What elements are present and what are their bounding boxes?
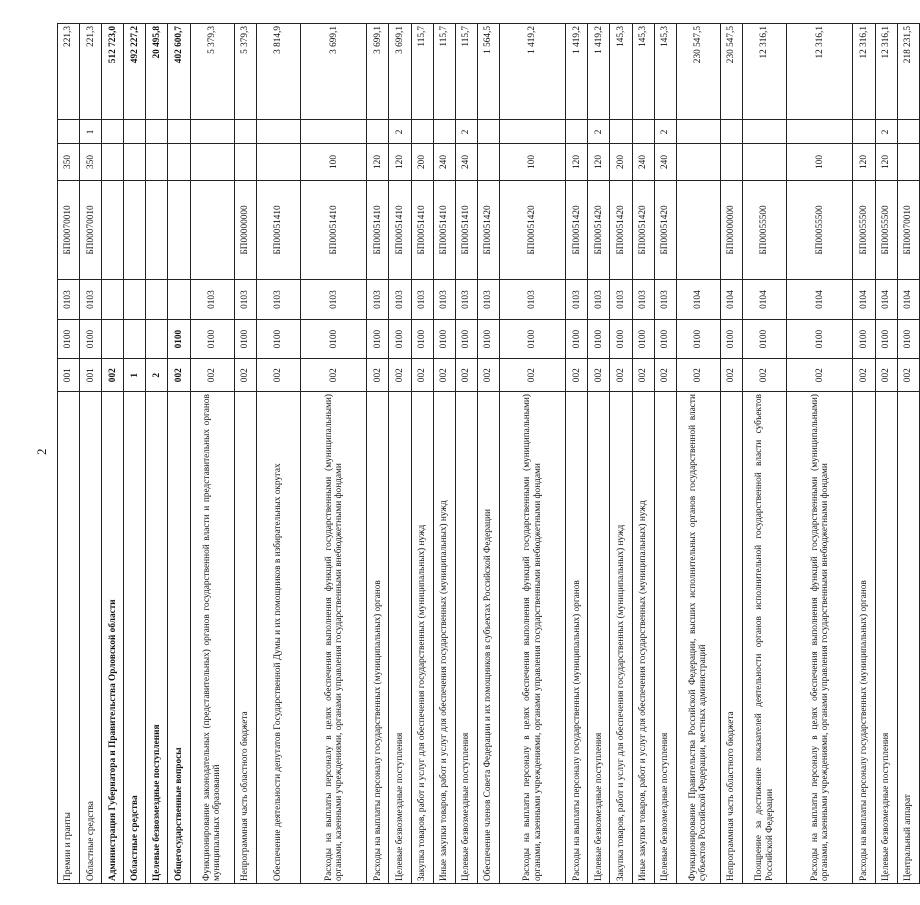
row-razdel: 0100	[367, 319, 389, 359]
row-ved: 002	[190, 359, 234, 392]
row-name: Расходы на выплаты персоналу государственных (муниципальных) органов	[853, 392, 875, 884]
row-podrazdel: 0103	[477, 280, 499, 320]
row-razdel: 0100	[742, 319, 786, 359]
row-name: Целевые безвозмездные поступления	[455, 392, 477, 884]
row-podrazdel: 0104	[676, 280, 720, 320]
row-csr: БП00051420	[588, 180, 610, 280]
row-sum: 3 699,1	[301, 24, 367, 120]
row-source	[124, 120, 146, 144]
table-row	[124, 24, 146, 884]
row-sum: 5 379,3	[234, 24, 256, 120]
row-csr	[102, 180, 124, 280]
row-source	[499, 120, 565, 144]
budget-table-body	[58, 24, 920, 884]
row-vr	[102, 144, 124, 180]
row-csr	[168, 180, 190, 280]
row-name: Поощрение за достижение показателей деятельности органов исполнительной государственной власти субъектов Российской Федерации	[742, 392, 786, 884]
row-sum: 12 316,1	[853, 24, 875, 120]
row-razdel: 0100	[897, 319, 919, 359]
row-source: 2	[455, 120, 477, 144]
row-source	[853, 120, 875, 144]
row-vr: 120	[389, 144, 411, 180]
row-ved: 002	[720, 359, 742, 392]
row-podrazdel: 0103	[433, 280, 455, 320]
row-razdel: 0100	[610, 319, 632, 359]
row-ved: 002	[477, 359, 499, 392]
row-csr: БП00051420	[610, 180, 632, 280]
row-source: 2	[654, 120, 676, 144]
row-name: Областные средства	[124, 392, 146, 884]
row-vr: 240	[654, 144, 676, 180]
row-ved: 002	[875, 359, 897, 392]
row-source	[610, 120, 632, 144]
row-sum: 115,7	[411, 24, 433, 120]
row-source: 2	[875, 120, 897, 144]
row-csr: БП00051410	[301, 180, 367, 280]
row-razdel	[102, 319, 124, 359]
row-ved: 002	[787, 359, 853, 392]
row-csr: БП00051410	[455, 180, 477, 280]
table-row	[433, 24, 455, 884]
row-razdel: 0100	[853, 319, 875, 359]
row-ved: 002	[676, 359, 720, 392]
row-name: Расходы на выплаты персоналу в целях обеспечения выполнения функций государственными (муниципальными) органами, казенными учреждениями, органами управления государственными внебюджетными фондами	[499, 392, 565, 884]
row-source	[256, 120, 300, 144]
row-razdel: 0100	[411, 319, 433, 359]
row-name: Расходы на выплаты персоналу государственных (муниципальных) органов	[367, 392, 389, 884]
row-name: Целевые безвозмездные поступления	[389, 392, 411, 884]
row-sum: 3 814,9	[256, 24, 300, 120]
row-podrazdel: 0103	[566, 280, 588, 320]
row-ved: 1	[124, 359, 146, 392]
row-sum: 5 379,3	[190, 24, 234, 120]
row-sum: 1 419,2	[499, 24, 565, 120]
row-razdel: 0100	[632, 319, 654, 359]
row-sum: 12 316,1	[742, 24, 786, 120]
row-razdel	[146, 319, 168, 359]
row-sum: 145,3	[632, 24, 654, 120]
row-name: Центральный аппарат	[897, 392, 919, 884]
row-ved: 001	[80, 359, 102, 392]
row-ved: 002	[367, 359, 389, 392]
row-razdel: 0100	[875, 319, 897, 359]
table-row	[455, 24, 477, 884]
row-vr	[146, 144, 168, 180]
row-sum: 145,3	[610, 24, 632, 120]
row-csr	[190, 180, 234, 280]
row-podrazdel: 0104	[875, 280, 897, 320]
table-row	[301, 24, 367, 884]
row-name: Закупка товаров, работ и услуг для обеспечения государственных (муниципальных) нужд	[610, 392, 632, 884]
row-sum: 3 699,1	[367, 24, 389, 120]
row-podrazdel: 0103	[610, 280, 632, 320]
row-vr: 120	[875, 144, 897, 180]
row-vr: 120	[853, 144, 875, 180]
row-podrazdel: 0103	[367, 280, 389, 320]
row-name: Областные средства	[80, 392, 102, 884]
row-name: Иные закупки товаров, работ и услуг для обеспечения государственных (муниципальных) нужд	[433, 392, 455, 884]
row-csr: БП00051410	[411, 180, 433, 280]
page-number: 2	[34, 448, 49, 455]
row-vr: 240	[455, 144, 477, 180]
row-sum: 402 600,7	[168, 24, 190, 120]
row-source: 2	[389, 120, 411, 144]
row-csr: БП00070010	[80, 180, 102, 280]
row-ved: 002	[301, 359, 367, 392]
row-source	[566, 120, 588, 144]
row-razdel: 0100	[787, 319, 853, 359]
row-csr: БП00055500	[742, 180, 786, 280]
row-razdel: 0100	[654, 319, 676, 359]
row-name: Непрограммная часть областного бюджета	[720, 392, 742, 884]
row-razdel	[124, 319, 146, 359]
row-name: Закупка товаров, работ и услуг для обеспечения государственных (муниципальных) нужд	[411, 392, 433, 884]
row-vr: 100	[787, 144, 853, 180]
row-vr	[676, 144, 720, 180]
row-razdel: 0100	[168, 319, 190, 359]
row-vr	[256, 144, 300, 180]
table-row	[499, 24, 565, 884]
table-row	[676, 24, 720, 884]
row-razdel: 0100	[588, 319, 610, 359]
row-vr: 240	[433, 144, 455, 180]
row-razdel: 0100	[301, 319, 367, 359]
table-row	[632, 24, 654, 884]
row-vr	[168, 144, 190, 180]
row-razdel: 0100	[389, 319, 411, 359]
row-vr	[720, 144, 742, 180]
row-razdel: 0100	[433, 319, 455, 359]
row-name: Премии и гранты	[58, 392, 80, 884]
table-row	[389, 24, 411, 884]
table-row	[234, 24, 256, 884]
row-vr: 350	[58, 144, 80, 180]
row-sum: 115,7	[455, 24, 477, 120]
table-row	[588, 24, 610, 884]
row-source	[301, 120, 367, 144]
row-source	[168, 120, 190, 144]
table-row	[367, 24, 389, 884]
row-sum: 218 231,5	[897, 24, 919, 120]
row-sum: 145,3	[654, 24, 676, 120]
row-csr: БП00055500	[787, 180, 853, 280]
row-name: Расходы на выплаты персоналу в целях обеспечения выполнения функций государственными (муниципальными) органами, казенными учреждениями, органами управления государственными внебюджетными фондами	[301, 392, 367, 884]
row-ved: 002	[455, 359, 477, 392]
row-ved: 002	[256, 359, 300, 392]
row-source	[146, 120, 168, 144]
row-ved: 2	[146, 359, 168, 392]
row-source	[897, 120, 919, 144]
row-podrazdel: 0103	[389, 280, 411, 320]
row-source	[234, 120, 256, 144]
table-row	[654, 24, 676, 884]
row-source	[787, 120, 853, 144]
row-ved: 002	[632, 359, 654, 392]
row-csr: БП00051420	[566, 180, 588, 280]
row-vr: 120	[588, 144, 610, 180]
table-row	[787, 24, 853, 884]
row-razdel: 0100	[676, 319, 720, 359]
row-podrazdel: 0103	[58, 280, 80, 320]
row-source: 2	[588, 120, 610, 144]
table-row	[720, 24, 742, 884]
row-ved: 002	[389, 359, 411, 392]
row-csr: БП00051420	[477, 180, 499, 280]
row-sum: 221,3	[80, 24, 102, 120]
row-source	[411, 120, 433, 144]
row-sum: 492 227,2	[124, 24, 146, 120]
row-razdel: 0100	[477, 319, 499, 359]
row-vr: 240	[632, 144, 654, 180]
row-vr: 350	[80, 144, 102, 180]
row-csr: БП00055500	[875, 180, 897, 280]
row-name: Иные закупки товаров, работ и услуг для обеспечения государственных (муниципальных) нужд	[632, 392, 654, 884]
row-razdel: 0100	[499, 319, 565, 359]
row-ved: 002	[610, 359, 632, 392]
budget-table-wrapper	[57, 23, 914, 884]
row-sum: 3 699,1	[389, 24, 411, 120]
row-source	[433, 120, 455, 144]
row-razdel: 0100	[234, 319, 256, 359]
row-sum: 221,3	[58, 24, 80, 120]
row-sum: 115,7	[433, 24, 455, 120]
row-podrazdel: 0103	[632, 280, 654, 320]
row-ved: 001	[58, 359, 80, 392]
table-row	[742, 24, 786, 884]
row-podrazdel	[102, 280, 124, 320]
row-name: Расходы на выплаты персоналу в целях обеспечения выполнения функций государственными (муниципальными) органами, казенными учреждениями, органами управления государственными внебюджетными фондами	[787, 392, 853, 884]
table-row	[411, 24, 433, 884]
row-ved: 002	[566, 359, 588, 392]
row-source: 1	[80, 120, 102, 144]
row-name: Обеспечение членов Совета Федерации и их помощников в субъектах Российской Федерации	[477, 392, 499, 884]
row-csr	[676, 180, 720, 280]
row-podrazdel	[168, 280, 190, 320]
row-csr: БП00051410	[256, 180, 300, 280]
row-source	[676, 120, 720, 144]
table-row	[102, 24, 124, 884]
row-source	[58, 120, 80, 144]
table-row	[566, 24, 588, 884]
row-podrazdel: 0103	[80, 280, 102, 320]
row-podrazdel	[146, 280, 168, 320]
row-podrazdel: 0103	[411, 280, 433, 320]
row-source	[720, 120, 742, 144]
row-ved: 002	[654, 359, 676, 392]
row-csr	[146, 180, 168, 280]
row-ved: 002	[499, 359, 565, 392]
row-vr	[897, 144, 919, 180]
row-vr: 100	[301, 144, 367, 180]
row-source	[367, 120, 389, 144]
row-podrazdel: 0104	[742, 280, 786, 320]
row-podrazdel: 0104	[853, 280, 875, 320]
row-sum: 1 564,5	[477, 24, 499, 120]
row-name: Целевые безвозмездные поступления	[588, 392, 610, 884]
row-ved: 002	[234, 359, 256, 392]
row-podrazdel: 0103	[455, 280, 477, 320]
row-name: Функционирование законодательных (представительных) органов государственной власти и представительных органов муниципальных образований	[190, 392, 234, 884]
row-podrazdel: 0104	[787, 280, 853, 320]
row-csr: БП00051410	[433, 180, 455, 280]
row-csr: БП00051410	[367, 180, 389, 280]
row-source	[742, 120, 786, 144]
row-name: Администрация Губернатора и Правительства Орловской области	[102, 392, 124, 884]
row-razdel: 0100	[455, 319, 477, 359]
row-vr: 120	[367, 144, 389, 180]
row-vr: 120	[566, 144, 588, 180]
row-vr	[190, 144, 234, 180]
table-row	[853, 24, 875, 884]
row-sum: 512 723,0	[102, 24, 124, 120]
row-sum: 1 419,2	[588, 24, 610, 120]
table-row	[477, 24, 499, 884]
row-ved: 002	[897, 359, 919, 392]
row-podrazdel	[124, 280, 146, 320]
row-csr: БП00070010	[58, 180, 80, 280]
row-razdel: 0100	[720, 319, 742, 359]
row-source	[102, 120, 124, 144]
row-csr: БП00051420	[654, 180, 676, 280]
table-row	[168, 24, 190, 884]
row-sum: 12 316,1	[787, 24, 853, 120]
row-podrazdel: 0104	[720, 280, 742, 320]
table-row	[58, 24, 80, 884]
row-ved: 002	[742, 359, 786, 392]
row-csr: БП00000000	[720, 180, 742, 280]
row-vr: 200	[610, 144, 632, 180]
row-ved: 002	[588, 359, 610, 392]
row-csr: БП00070010	[897, 180, 919, 280]
row-source	[632, 120, 654, 144]
table-row	[80, 24, 102, 884]
row-ved: 002	[102, 359, 124, 392]
row-razdel: 0100	[58, 319, 80, 359]
row-podrazdel: 0103	[301, 280, 367, 320]
row-vr	[477, 144, 499, 180]
row-name: Расходы на выплаты персоналу государственных (муниципальных) органов	[566, 392, 588, 884]
row-vr	[742, 144, 786, 180]
row-razdel: 0100	[256, 319, 300, 359]
row-csr: БП00000000	[234, 180, 256, 280]
row-source	[477, 120, 499, 144]
row-podrazdel: 0103	[588, 280, 610, 320]
row-sum: 12 316,1	[875, 24, 897, 120]
row-sum: 230 547,5	[676, 24, 720, 120]
table-row	[146, 24, 168, 884]
row-source	[190, 120, 234, 144]
row-ved: 002	[433, 359, 455, 392]
row-podrazdel: 0103	[234, 280, 256, 320]
budget-table	[57, 23, 920, 884]
row-name: Функционирование Правительства Российской Федерации, высших исполнительных органов государственной власти субъектов Российской Федерации, местных администраций	[676, 392, 720, 884]
row-podrazdel: 0103	[190, 280, 234, 320]
row-podrazdel: 0103	[256, 280, 300, 320]
row-name: Целевые безвозмездные поступления	[654, 392, 676, 884]
row-csr: БП00051410	[389, 180, 411, 280]
row-csr: БП00055500	[853, 180, 875, 280]
table-row	[610, 24, 632, 884]
row-csr	[124, 180, 146, 280]
row-razdel: 0100	[190, 319, 234, 359]
row-name: Обеспечение деятельности депутатов Государственной Думы и их помощников в избирательных округах	[256, 392, 300, 884]
row-name: Непрограммная часть областного бюджета	[234, 392, 256, 884]
row-sum: 230 547,5	[720, 24, 742, 120]
row-sum: 1 419,2	[566, 24, 588, 120]
row-name: Общегосударственные вопросы	[168, 392, 190, 884]
row-sum: 20 495,8	[146, 24, 168, 120]
row-vr	[234, 144, 256, 180]
row-ved: 002	[853, 359, 875, 392]
row-vr	[124, 144, 146, 180]
table-row	[256, 24, 300, 884]
row-ved: 002	[168, 359, 190, 392]
row-podrazdel: 0103	[499, 280, 565, 320]
table-row	[897, 24, 919, 884]
row-razdel: 0100	[80, 319, 102, 359]
row-razdel: 0100	[566, 319, 588, 359]
row-name: Целевые безвозмездные поступления	[875, 392, 897, 884]
row-csr: БП00051420	[499, 180, 565, 280]
row-csr: БП00051420	[632, 180, 654, 280]
table-row	[875, 24, 897, 884]
row-vr: 100	[499, 144, 565, 180]
row-podrazdel: 0104	[897, 280, 919, 320]
row-podrazdel: 0103	[654, 280, 676, 320]
row-vr: 200	[411, 144, 433, 180]
row-ved: 002	[411, 359, 433, 392]
row-name: Целевые безвозмездные поступления	[146, 392, 168, 884]
table-row	[190, 24, 234, 884]
